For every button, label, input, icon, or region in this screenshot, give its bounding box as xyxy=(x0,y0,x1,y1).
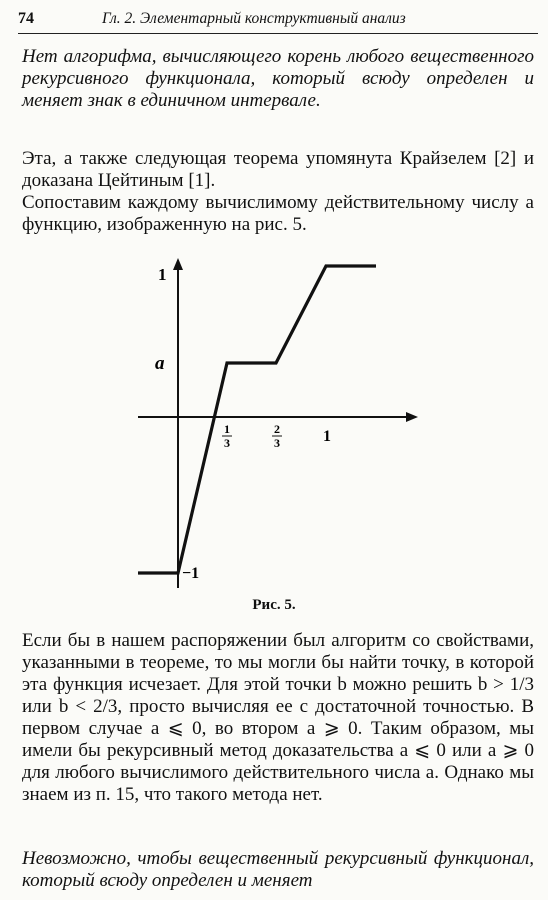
x-tick-two-thirds-num: 2 xyxy=(274,422,280,436)
x-tick-one: 1 xyxy=(323,428,331,445)
x-tick-two-thirds-den: 3 xyxy=(274,436,280,450)
function-line xyxy=(138,266,376,573)
x-tick-third-num: 1 xyxy=(224,422,230,436)
paragraph-2-text: Сопоставим каждому вычислимому действительному числу a функцию, изображенную на рис. 5. xyxy=(22,192,534,235)
page-number: 74 xyxy=(18,10,34,27)
y-label-one: 1 xyxy=(158,265,167,284)
y-axis-arrow xyxy=(173,258,183,270)
theorem-statement: Нет алгорифма, вычисляющего корень любого вещественного рекурсивного функционала, который всюду определен и меняет знак в единичном интервале. xyxy=(22,46,534,111)
figure-caption: Рис. 5. xyxy=(252,597,296,613)
function-plot xyxy=(0,250,548,590)
x-axis-arrow xyxy=(406,412,418,422)
figure-5 xyxy=(0,250,548,620)
y-label-a: a xyxy=(155,353,165,374)
running-head: Гл. 2. Элементарный конструктивный анализ xyxy=(102,10,406,27)
x-tick-third-den: 3 xyxy=(224,436,230,450)
y-label-minus-one: −1 xyxy=(182,565,200,582)
paragraph-3: Если бы в нашем распоряжении был алгоритм со свойствами, указанными в теореме, то мы могли бы найти точку, в которой эта функция исчезает. Для этой точки b можно решить b > 1/3 или b < 2/3, просто вычисляя ее с достаточной точностью. В первом случае a ⩽ 0, во втором a ⩾ 0. Таким образом, мы имели бы рекурсивный метод доказательства a ⩽ 0 или a ⩾ 0 для любого вычислимого действительного числа a. Однако мы знаем из п. 15, что такого метода нет. xyxy=(22,630,534,805)
paragraph-2 xyxy=(22,192,534,236)
theorem-2-start: Невозможно, чтобы вещественный рекурсивный функционал, который всюду определен и меняет xyxy=(22,848,534,891)
paragraph-1: Эта, а также следующая теорема упомянута Крайзелем [2] и доказана Цейтиным [1]. xyxy=(22,148,534,191)
page-header xyxy=(18,6,538,32)
header-rule xyxy=(18,33,538,34)
